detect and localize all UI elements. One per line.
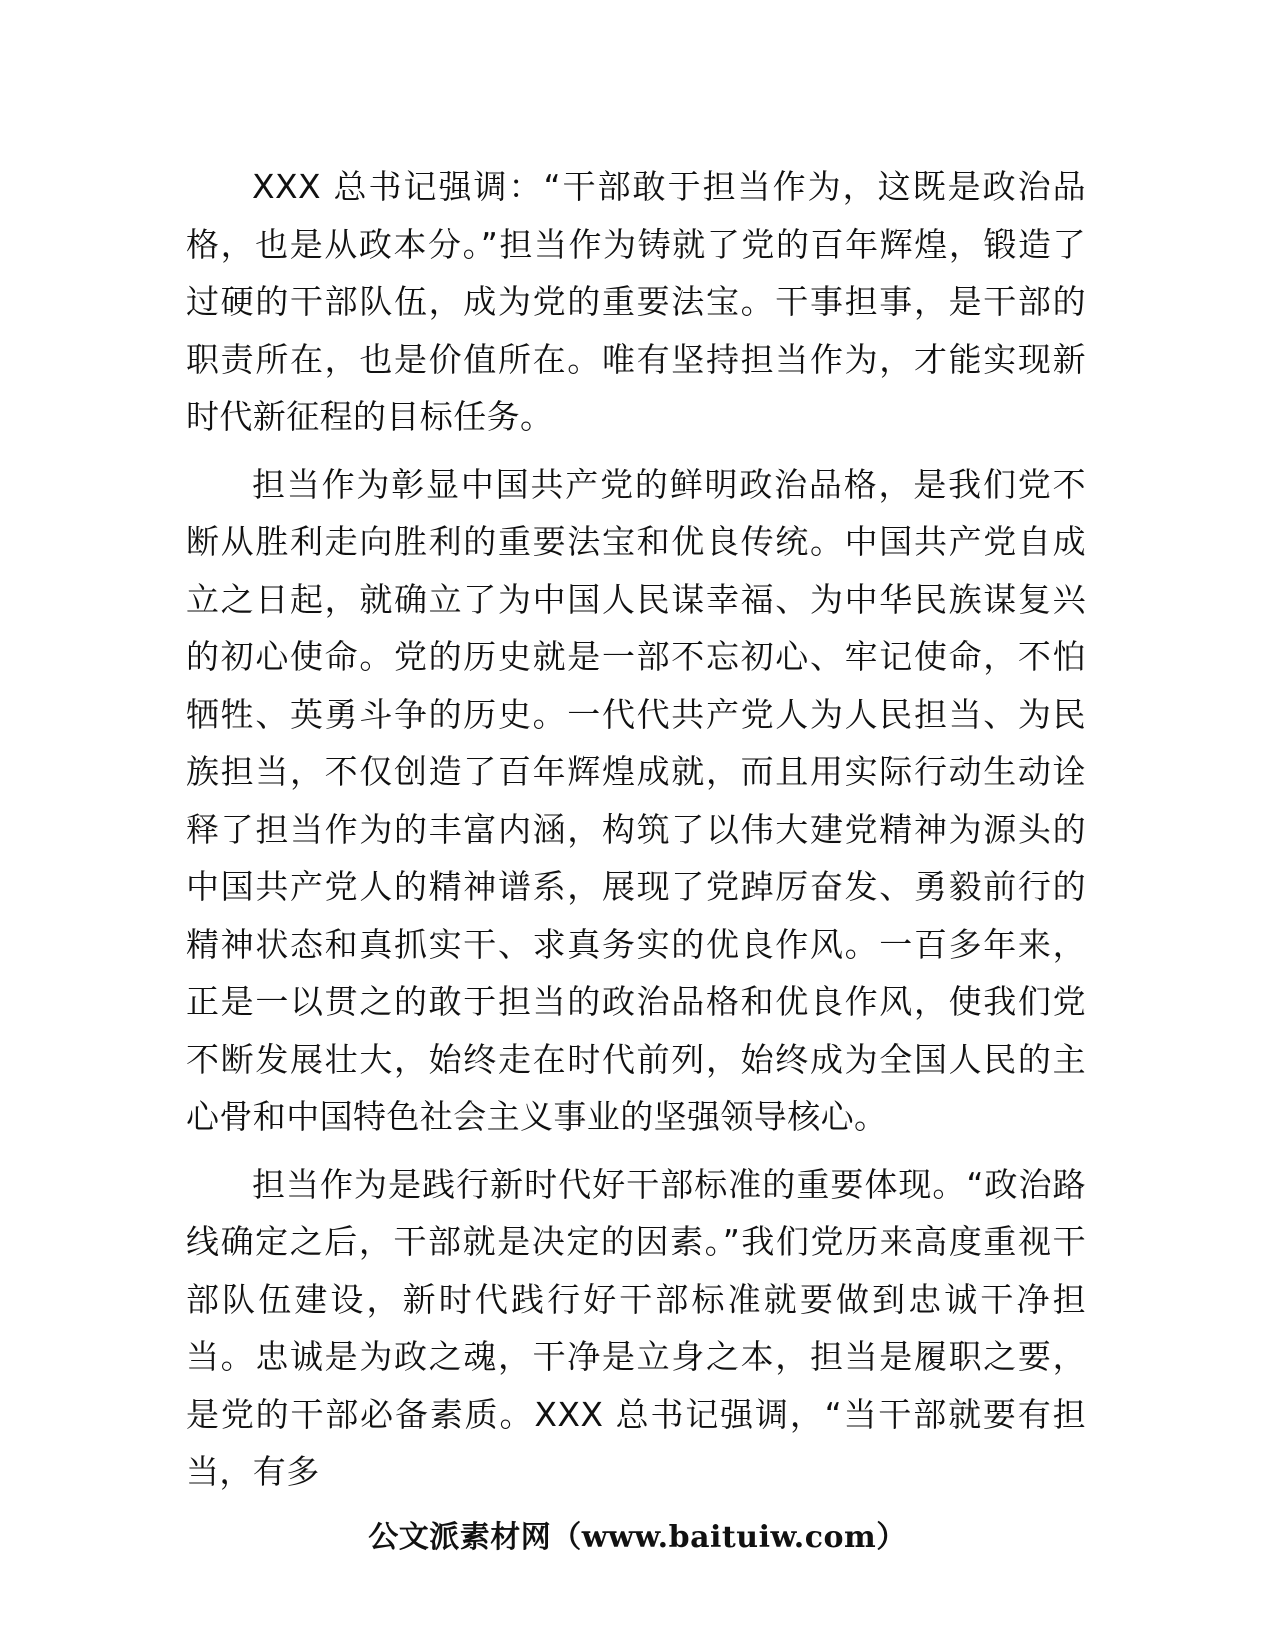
paragraph-2: 担当作为彰显中国共产党的鲜明政治品格，是我们党不断从胜利走向胜利的重要法宝和优良传统。中国共产党自成立之日起，就确立了为中国人民谋幸福、为中华民族谋复兴的初心使命。党的历史就是一部不忘初心、牢记使命，不怕牺牲、英勇斗争的历史。一代代共产党人为人民担当、为民族担当，不仅创造了百年辉煌成就，而且用实际行动生动诠释了担当作为的丰富内涵，构筑了以伟大建党精神为源头的中国共产党人的精神谱系，展现了党踔厉奋发、勇毅前行的精神状态和真抓实干、求真务实的优良作风。一百多年来，正是一以贯之的敢于担当的政治品格和优良作风，使我们党不断发展壮大，始终走在时代前列，始终成为全国人民的主心骨和中国特色社会主义事业的坚强领导核心。 xyxy=(186,464,1086,1136)
paragraph-1: XXX 总书记强调：“干部敢于担当作为，这既是政治品格，也是从政本分。”担当作为铸就了党的百年辉煌，锻造了过硬的干部队伍，成为党的重要法宝。干事担事，是干部的职责所在，也是价值所在。唯有坚持担当作为，才能实现新时代新征程的目标任务。 xyxy=(186,167,1086,436)
paragraph-3: 担当作为是践行新时代好干部标准的重要体现。“政治路线确定之后，干部就是决定的因素。”我们党历来高度重视干部队伍建设，新时代践行好干部标准就要做到忠诚干净担当。忠诚是为政之魂，干净是立身之本，担当是履职之要，是党的干部必备素质。XXX 总书记强调，“当干部就要有担当，有多 xyxy=(186,1164,1086,1491)
document-body xyxy=(186,158,1086,1511)
footer-watermark: 公文派素材网（www.baituiw.com） xyxy=(368,1520,907,1555)
